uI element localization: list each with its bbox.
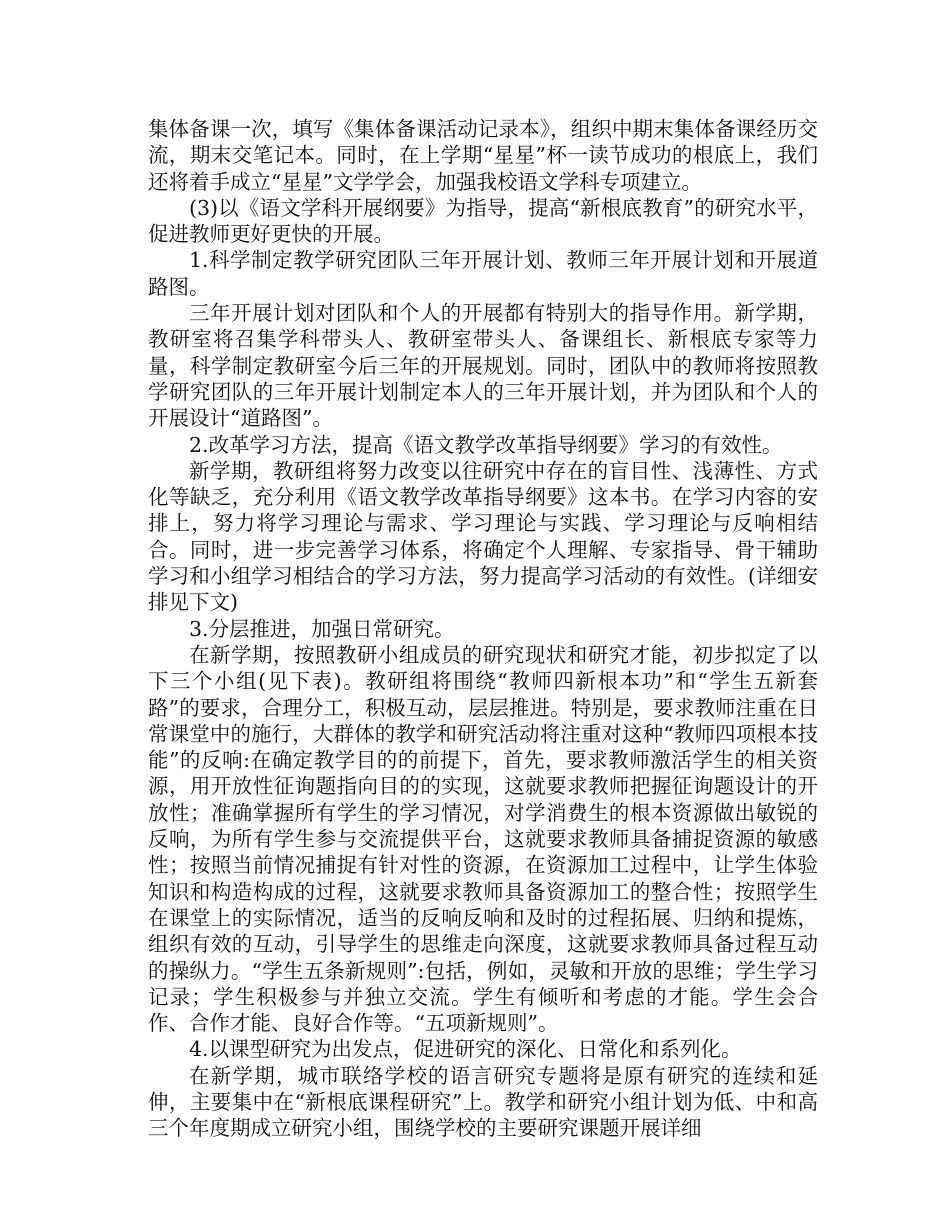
paragraph-three-year-plan: 三年开展计划对团队和个人的开展都有特别大的指导作用。新学期，教研室将召集学科带头人、教研室带头人、备课组长、新根底专家等力量，科学制定教研室今后三年的开展规划。同时，团队中的教师将按照教学研究团队的三年开展计划制定本人的三年开展计划，并为团队和个人的开展设计“道路图”。: [148, 301, 818, 431]
paragraph-learning-methods: 新学期，教研组将努力改变以往研究中存在的盲目性、浅薄性、方式化等缺乏，充分利用《语文教学改革指导纲要》这本书。在学习内容的安排上，努力将学习理论与需求、学习理论与实践、学习理论与反响相结合。同时，进一步完善学习体系，将确定个人理解、专家指导、骨干辅助学习和小组学习相结合的学习方法，努力提高学习活动的有效性。(详细安排见下文): [148, 458, 818, 615]
paragraph-course-research: 在新学期，城市联络学校的语言研究专题将是原有研究的连续和延伸，主要集中在“新根底课程研究”上。教学和研究小组计划为低、中和高三个年度期成立研究小组，围绕学校的主要研究课题开展详细: [148, 1063, 818, 1141]
paragraph-daily-research: 在新学期，按照教研小组成员的研究现状和研究才能，初步拟定了以下三个小组(见下表)。教研组将围绕“教师四新根本功”和“学生五新套路”的要求，合理分工，积极互动，层层推进。特别是，要求教师注重在日常课堂中的施行，大群体的教学和研究活动将注重对这种“教师四项根本技能”的反响:在确定教学目的的前提下，首先，要求教师激活学生的相关资源，用开放性征询题指向目的的实现，这就要求教师把握征询题设计的开放性；准确掌握所有学生的学习情况，对学消费生的根本资源做出敏锐的反响，为所有学生参与交流提供平台，这就要求教师具备捕捉资源的敏感性；按照当前情况捕捉有针对性的资源，在资源加工过程中，让学生体验知识和构造构成的过程，这就要求教师具备资源加工的整合性；按照学生在课堂上的实际情况，适当的反响反响和及时的过程拓展、归纳和提炼，组织有效的互动，引导学生的思维走向深度，这就要求教师具备过程互动的操纵力。“学生五条新规则”:包括，例如，灵敏和开放的思维；学生学习记录；学生积极参与并独立交流。学生有倾听和考虑的才能。学生会合作、合作才能、良好合作等。“五项新规则”。: [148, 642, 818, 1036]
document-body: [148, 116, 818, 1142]
paragraph-item-2-heading: 2.改革学习方法，提高《语文教学改革指导纲要》学习的有效性。: [189, 432, 783, 457]
paragraph-item-3-heading: 3.分层推进，加强日常研究。: [189, 616, 455, 641]
paragraph-item-1-heading: 1.科学制定教学研究团队三年开展计划、教师三年开展计划和开展道路图。: [148, 248, 818, 299]
paragraph-point-3-heading: (3)以《语文学科开展纲要》为指导，提高“新根底教育”的研究水平，促进教师更好更快的开展。: [148, 195, 818, 247]
paragraph-collective-lesson-prep: 集体备课一次，填写《集体备课活动记录本》，组织中期末集体备课经历交流，期末交笔记本。同时，在上学期“星星”杯一读节成功的根底上，我们还将着手成立“星星”文学学会，加强我校语文学科专项建立。: [148, 117, 818, 194]
paragraph-item-4-heading: 4.以课型研究为出发点，促进研究的深化、日常化和系列化。: [189, 1037, 742, 1062]
